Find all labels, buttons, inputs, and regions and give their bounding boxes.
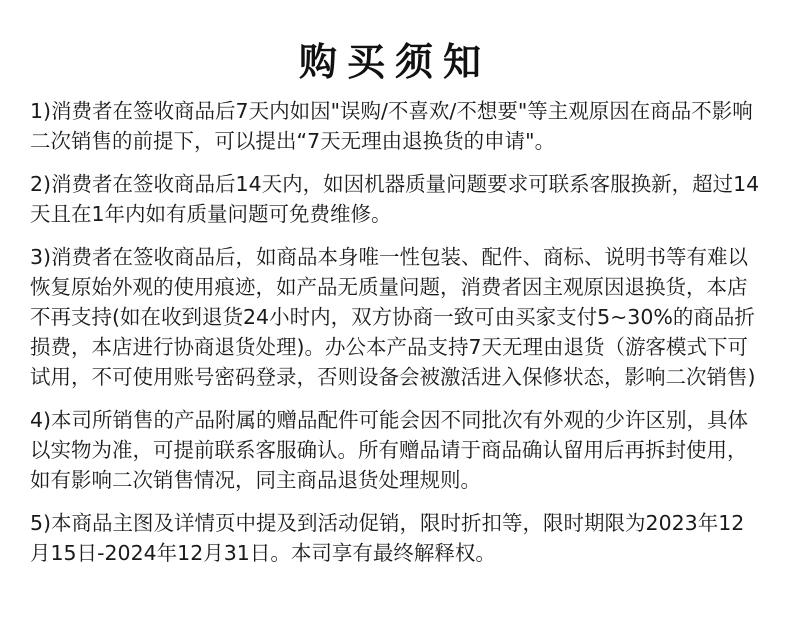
notice-item-2: 2)消费者在签收商品后14天内，如因机器质量问题要求可联系客服换新，超过14天且在1年内如有质量问题可免费维修。 [30, 172, 760, 226]
notice-list [30, 96, 760, 568]
page-title: 购买须知 [298, 40, 491, 84]
notice-item-3: 3)消费者在签收商品后，如商品本身唯一性包装、配件、商标、说明书等有难以恢复原始外观的使用痕迹，如产品无质量问题，消费者因主观原因退换货，本店不再支持(如在收到退货24小时内，双方协商一致可由买家支付5~30%的商品折损费，本店进行协商退货处理)。办公本产品支持7天无理由退货（游客模式下可试用，不可使用账号密码登录，否则设备会被激活进入保修状态，影响二次销售) [30, 245, 756, 389]
notice-item-5: 5)本商品主图及详情页中提及到活动促销，限时折扣等，限时期限为2023年12月15日-2024年12月31日。本司享有最终解释权。 [30, 511, 745, 565]
notice-item-4: 4)本司所销售的产品附属的赠品配件可能会因不同批次有外观的少许区别，具体以实物为准，可提前联系客服确认。所有赠品请于商品确认留用后再拆封使用，如有影响二次销售情况，同主商品退货处理规则。 [30, 408, 749, 492]
notice-item-1: 1)消费者在签收商品后7天内如因"误购/不喜欢/不想要"等主观原因在商品不影响二次销售的前提下，可以提出“7天无理由退换货的申请"。 [30, 99, 753, 153]
